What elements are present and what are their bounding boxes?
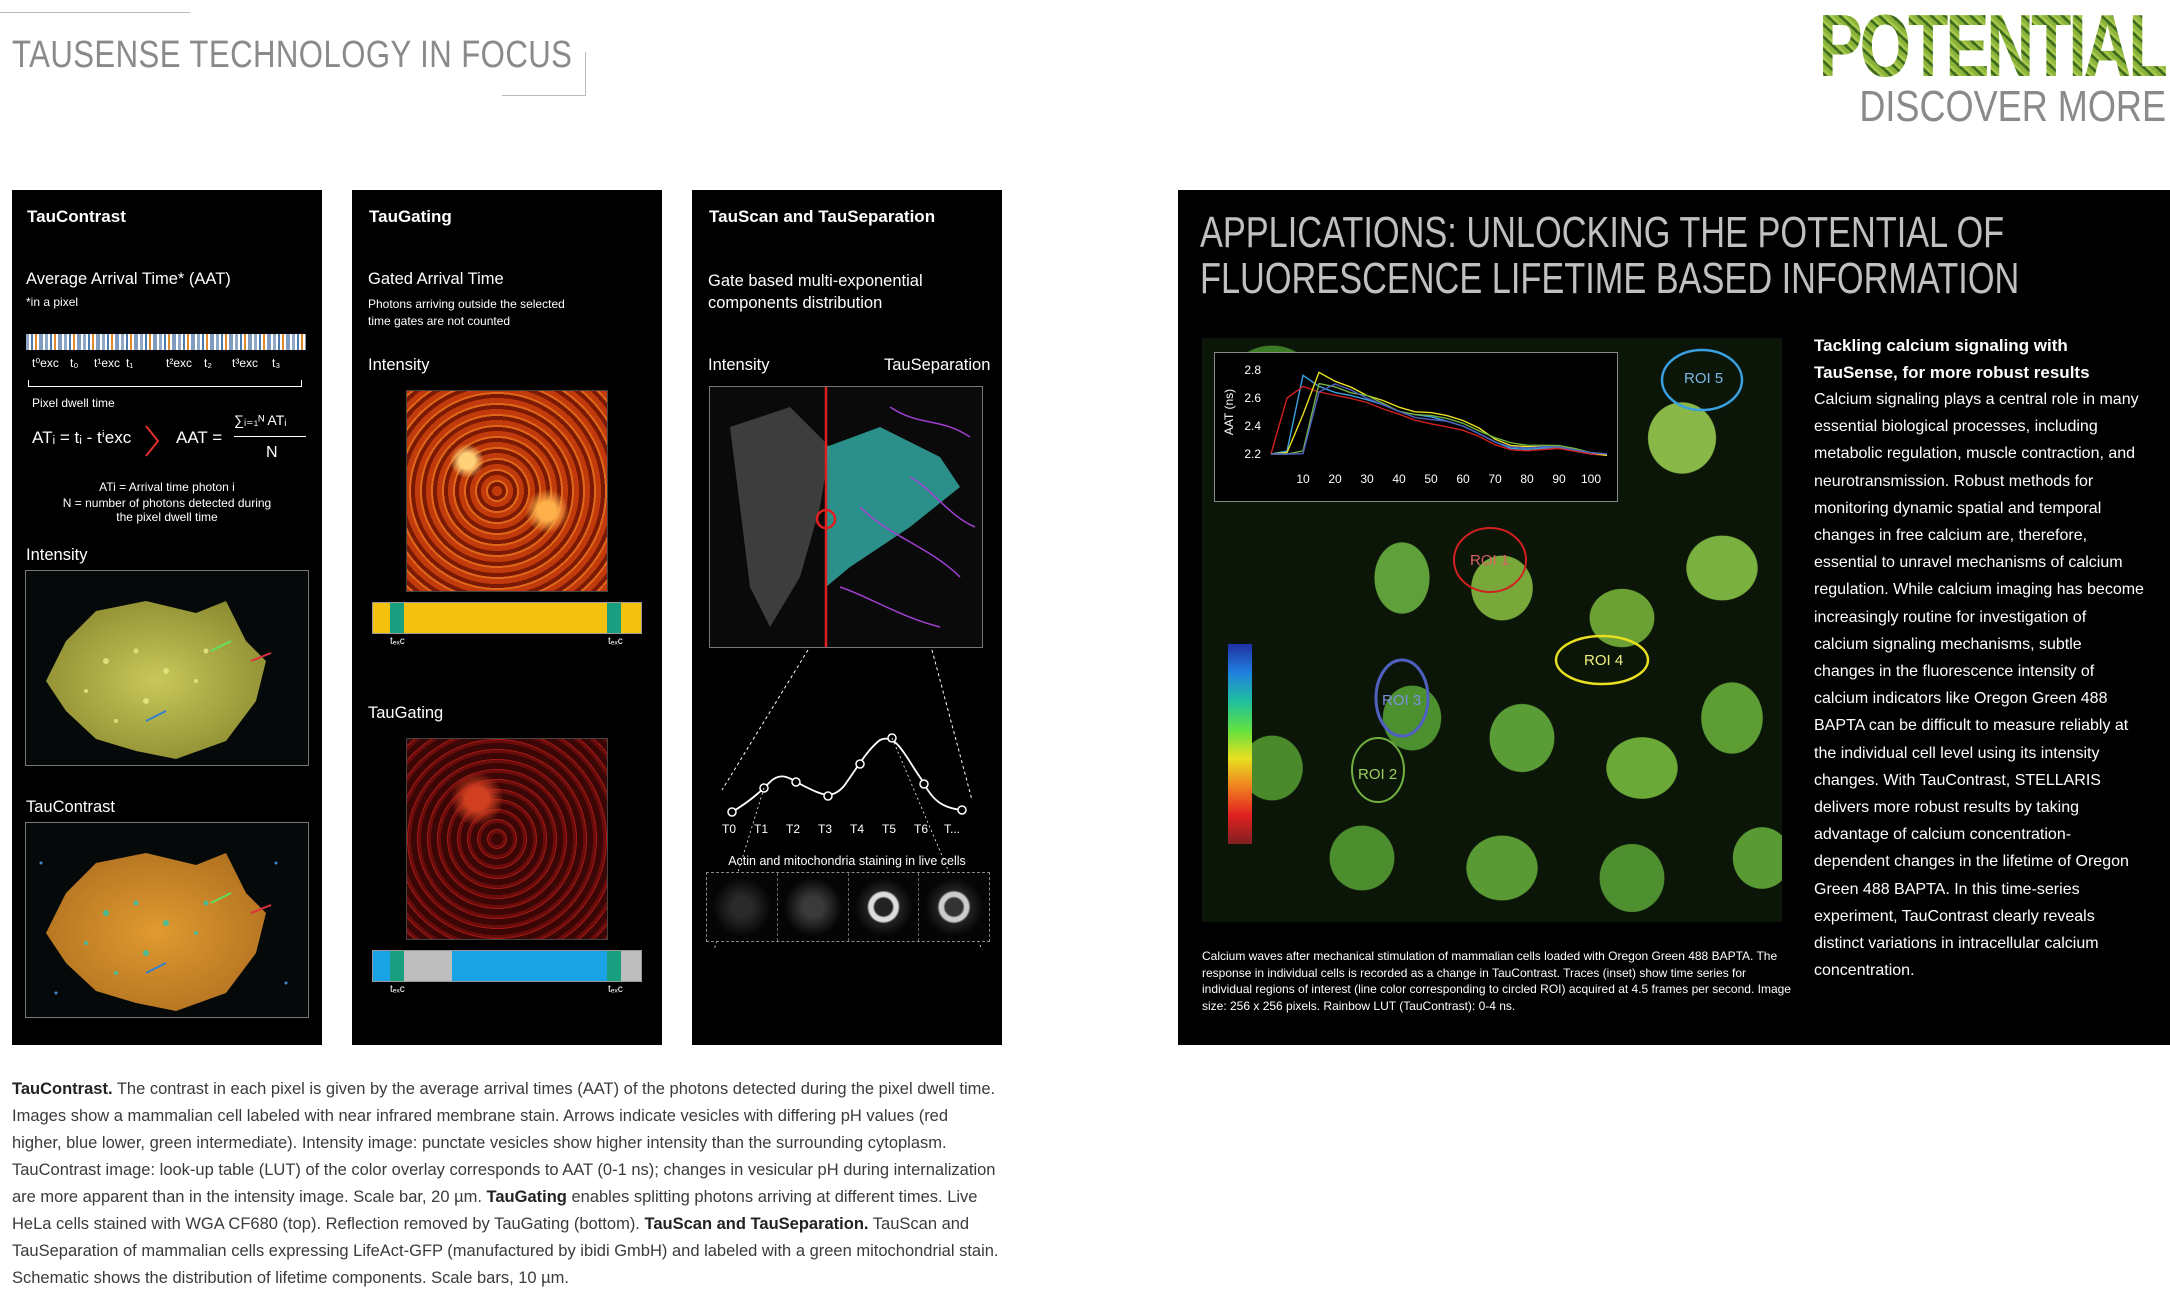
rainbow-lut-bar bbox=[1228, 644, 1252, 844]
roi-label: ROI 3 bbox=[1382, 692, 1422, 709]
roi-label: ROI 1 bbox=[1470, 552, 1510, 569]
taucontrast-image bbox=[25, 822, 309, 1018]
series-line bbox=[1271, 375, 1607, 455]
x-label: T0 bbox=[722, 822, 737, 836]
time-labels bbox=[26, 356, 316, 376]
gate-bar-top bbox=[372, 602, 642, 634]
panel-heading: TauGating bbox=[369, 207, 452, 226]
y-axis-label: Photon counts bbox=[682, 737, 694, 808]
panel-subtitle: Gated Arrival Time bbox=[368, 270, 504, 288]
side-heading: Tackling calcium signaling with TauSense, for more robust results bbox=[1814, 336, 2090, 382]
roi-label: ROI 4 bbox=[1584, 652, 1624, 669]
brand-logo[interactable] bbox=[1800, 0, 2170, 134]
formula-sum: ∑ᵢ₌₁ᴺ ATᵢ bbox=[234, 412, 287, 428]
formula-at: ATᵢ = tᵢ - tⁱexc bbox=[32, 428, 132, 447]
dwell-label: Pixel dwell time bbox=[32, 396, 115, 410]
tauscan-image bbox=[709, 386, 983, 648]
label-taucontrast: TauContrast bbox=[26, 798, 115, 816]
x-label: T1 bbox=[754, 822, 769, 836]
panel-applications bbox=[1178, 190, 2170, 1045]
x-tick-label: 60 bbox=[1456, 472, 1470, 486]
x-label: T5 bbox=[882, 822, 897, 836]
formula-aat: AAT = bbox=[176, 428, 223, 447]
time-label: t²exc bbox=[166, 356, 193, 370]
header-top-rule bbox=[0, 12, 190, 13]
time-label: t₁ bbox=[126, 356, 134, 370]
time-label: t₃ bbox=[272, 356, 281, 370]
side-text: Calcium signaling plays a central role in many essential biological processes, including metabolic regulation, muscle contraction, and neurotransmission. Robust methods for monitoring dynamic spatial and temporal changes in free calcium are, therefore, essential to unravel mechanisms of calcium regulation. While calcium imaging has become increasingly routine for investigation of calcium signaling mechanisms, subtle changes in the fluorescence intensity of calcium indicators like Oregon Green 488 BAPTA can be difficult to measure reliably at the individual cell level using its intensity changes. With TauContrast, STELLARIS delivers more robust results by taking advantage of calcium concentration-dependent changes in the lifetime of Oregon Green 488 BAPTA. In this time-series experiment, TauContrast clearly reveals distinct variations in intracellular calcium concentration. bbox=[1814, 391, 2144, 980]
title-bracket bbox=[502, 52, 586, 96]
caption-text: The contrast in each pixel is given by the average arrival times (AAT) of the photons detected during the pixel dwell time. Images show a mammalian cell labeled with near infrared membrane stain. Arrows indicate vesicles with differing pH values (red higher, blue lower, green intermediate). Intensity image: punctate vesicles show higher intensity than the surrounding cytoplasm. TauContrast image: look-up table (LUT) of the color overlay corresponds to AAT (0-1 ns); changes in vesicular pH during internalization are more apparent than in the intensity image. Scale bar, 20 µm. bbox=[12, 1080, 996, 1206]
caption-text: enables splitting photons arriving at different times. Live HeLa cells stained with WGA CF680 (top). Reflection removed by TauGating (bottom). bbox=[12, 1188, 978, 1233]
panel-note: Photons arriving outside the selected time gates are not counted bbox=[368, 297, 565, 328]
applications-caption: Calcium waves after mechanical stimulation of mammalian cells loaded with Oregon Green 488 BAPTA. The response in individual cells is recorded as a change in TauContrast. Traces (inset) show time series for individual regions of interest (line color corresponding to circled ROI) acquired at 4.5 frames per second. Image size: 256 x 256 pixels. Rainbow LUT (TauContrast): 0-4 ns. bbox=[1202, 949, 1791, 1013]
x-tick-label: 100 bbox=[1580, 472, 1602, 486]
thumbnail bbox=[707, 873, 778, 941]
panel-tauscan bbox=[682, 190, 1002, 1045]
time-label: t⁰exc bbox=[32, 356, 59, 370]
time-gate-thumbnails bbox=[706, 872, 990, 942]
label-intensity: Intensity bbox=[708, 356, 770, 374]
time-label: t¹exc bbox=[94, 356, 121, 370]
label-tauseparation: TauSeparation bbox=[884, 356, 991, 374]
gating-filtered-image bbox=[406, 738, 608, 940]
thumbnail bbox=[919, 873, 989, 941]
gating-intensity-image bbox=[406, 390, 608, 592]
time-label: t₀ bbox=[70, 356, 79, 370]
x-tick-label: 80 bbox=[1520, 472, 1534, 486]
panel-heading: TauContrast bbox=[27, 207, 126, 226]
applications-title-line2: FLUORESCENCE LIFETIME BASED INFORMATION bbox=[1200, 254, 2020, 303]
panel-subtitle: Gate based multi-exponential components distribution bbox=[708, 272, 923, 312]
formula-n: N bbox=[266, 444, 278, 461]
dwell-bracket bbox=[28, 380, 302, 387]
panel-subtitle: Average Arrival Time* (AAT) bbox=[26, 270, 231, 288]
cell-taucontrast-illustration bbox=[26, 823, 308, 1017]
roi-label: ROI 2 bbox=[1358, 766, 1398, 783]
label-intensity: Intensity bbox=[368, 356, 430, 374]
y-tick-label: 2.6 bbox=[1244, 391, 1261, 405]
x-label: T3 bbox=[818, 822, 833, 836]
x-tick-label: 20 bbox=[1328, 472, 1342, 486]
definition-ati: ATi = Arrival time photon i bbox=[99, 480, 235, 494]
gate-label-right: tₑₓc bbox=[608, 636, 623, 647]
gate-label-right: tₑₓc bbox=[608, 984, 623, 995]
formula-fraction-line bbox=[234, 436, 306, 437]
x-label: T2 bbox=[786, 822, 801, 836]
definition-n: N = number of photons detected during the pixel dwell time bbox=[62, 496, 272, 524]
x-tick-label: 90 bbox=[1552, 472, 1566, 486]
x-tick-label: 50 bbox=[1424, 472, 1438, 486]
roi-label: ROI 5 bbox=[1684, 370, 1724, 387]
caption-text: TauScan and TauSeparation of mammalian cells expressing LifeAct-GFP (manufactured by ibidi GmbH) and labeled with a green mitochondrial stain. Schematic shows the distribution of lifetime components. Scale bars, 10 µm. bbox=[12, 1215, 999, 1287]
aat-time-series-chart bbox=[1215, 353, 1617, 501]
caption-bold: TauGating bbox=[486, 1188, 567, 1206]
panel-taucontrast bbox=[12, 190, 322, 1045]
panel-heading: TauScan and TauSeparation bbox=[709, 207, 936, 226]
y-axis-label: AAT (ns) bbox=[1222, 388, 1236, 436]
time-label: t³exc bbox=[232, 356, 259, 370]
panel-note: *in a pixel bbox=[26, 295, 79, 309]
y-tick-label: 2.4 bbox=[1244, 419, 1261, 433]
thumbnail bbox=[778, 873, 849, 941]
y-tick-label: 2.2 bbox=[1244, 447, 1261, 461]
page-title: TAUSENSE TECHNOLOGY IN FOCUS bbox=[12, 34, 573, 76]
label-intensity: Intensity bbox=[26, 546, 88, 564]
x-label: T6 bbox=[914, 822, 929, 836]
inset-chart bbox=[1214, 352, 1618, 502]
panel-taugating bbox=[352, 190, 662, 1045]
series-line bbox=[1271, 372, 1607, 455]
x-tick-label: 10 bbox=[1296, 472, 1310, 486]
y-tick-label: 2.8 bbox=[1244, 363, 1261, 377]
brand-word: POTENTIAL bbox=[1819, 0, 2166, 95]
cell-intensity-illustration bbox=[26, 571, 308, 765]
intensity-image bbox=[25, 570, 309, 766]
photon-barcode bbox=[26, 334, 306, 350]
x-tick-label: 30 bbox=[1360, 472, 1374, 486]
formula-arrow bbox=[142, 424, 162, 458]
caption-bold: TauScan and TauSeparation. bbox=[644, 1215, 869, 1233]
gate-label-left: tₑₓc bbox=[390, 636, 405, 647]
x-label: T... bbox=[944, 822, 961, 836]
figure-caption bbox=[12, 1076, 1002, 1292]
label-taugating: TauGating bbox=[368, 704, 444, 722]
gate-bar-bottom bbox=[372, 950, 642, 982]
brand-subtitle: DISCOVER MORE bbox=[1859, 82, 2166, 131]
x-label: T4 bbox=[850, 822, 865, 836]
time-label: t₂ bbox=[204, 356, 212, 370]
strip-label: Actin and mitochondria staining in live cells bbox=[728, 854, 966, 868]
calcium-image bbox=[1202, 338, 1782, 922]
applications-title-line1: APPLICATIONS: UNLOCKING THE POTENTIAL OF bbox=[1200, 208, 2005, 257]
x-axis-labels bbox=[718, 822, 998, 842]
caption-bold: TauContrast. bbox=[12, 1080, 113, 1098]
x-tick-label: 70 bbox=[1488, 472, 1502, 486]
gate-label-left: tₑₓc bbox=[390, 984, 405, 995]
tauscan-split-illustration bbox=[710, 387, 982, 647]
thumbnail bbox=[849, 873, 920, 941]
x-tick-label: 40 bbox=[1392, 472, 1406, 486]
